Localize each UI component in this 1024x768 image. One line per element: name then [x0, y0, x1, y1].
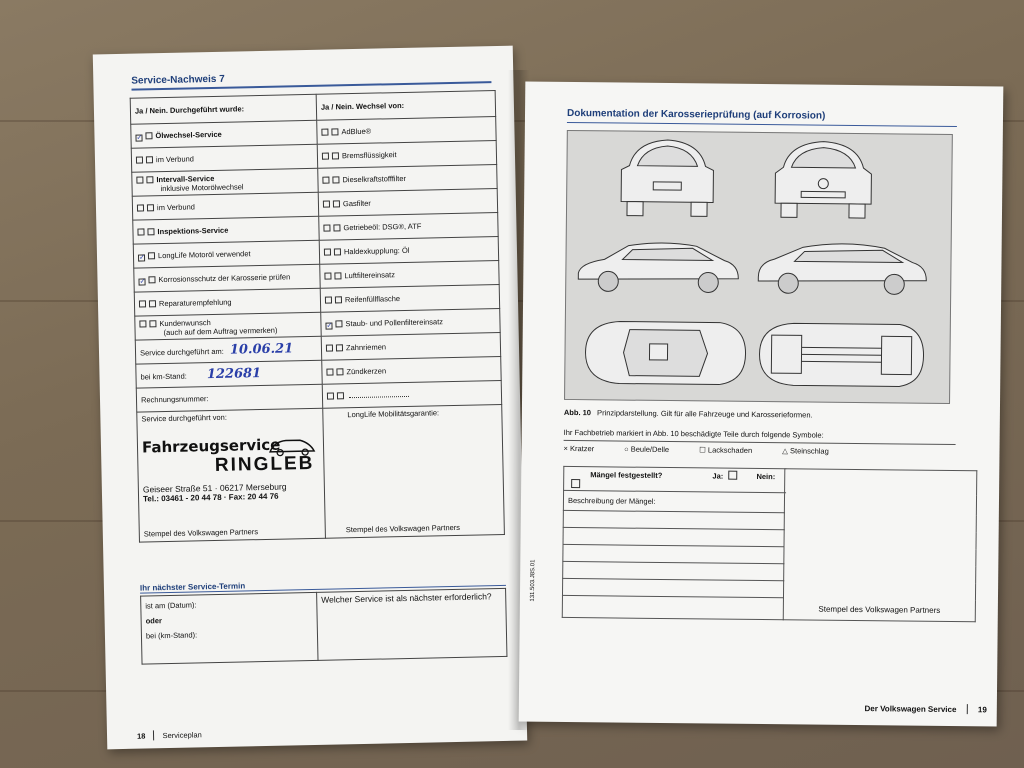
- symbol-scratch: × Kratzer: [563, 443, 595, 454]
- row-label: Dieselkraftstofffilter: [342, 173, 407, 185]
- longlife-label: LongLife Mobilitätsgarantie:: [347, 408, 440, 420]
- car-side-left-icon: [574, 235, 743, 297]
- symbols-section: [563, 428, 955, 457]
- ja-checkbox[interactable]: [728, 470, 737, 479]
- maengel-table: [562, 466, 978, 622]
- page-number: 18: [136, 731, 146, 741]
- row-label: Kundenwunsch: [159, 317, 211, 328]
- row-label: Haldexkupplung: Öl: [343, 245, 410, 257]
- car-underbody-icon: [753, 319, 930, 391]
- left-footer: [137, 729, 202, 740]
- nein-checkbox[interactable]: [332, 152, 339, 159]
- nein-checkbox[interactable]: [145, 132, 152, 139]
- nein-checkbox[interactable]: [334, 272, 341, 279]
- nein-checkbox[interactable]: [149, 320, 156, 327]
- nein-checkbox[interactable]: [335, 320, 342, 327]
- symbols-list: [563, 440, 955, 457]
- ja-checkbox[interactable]: [324, 273, 331, 280]
- row-label: Getriebeöl: DSG®, ATF: [343, 221, 422, 233]
- stamp-address: Geiseer Straße 51 · 06217 Merseburg: [142, 481, 287, 495]
- stempel-vw-left: Stempel des Volkswagen Partners: [143, 527, 259, 539]
- right-title-rule: [567, 122, 957, 127]
- figure-label: Abb. 10: [563, 407, 592, 418]
- nein-checkbox[interactable]: [147, 228, 154, 235]
- nein-checkbox[interactable]: [148, 276, 155, 283]
- next-date-cell: [141, 592, 318, 664]
- beschreibung-label: Beschreibung der Mängel:: [563, 490, 784, 512]
- right-page: [519, 82, 1004, 727]
- stamp-name1: Fahrzeugservice: [141, 435, 281, 457]
- footer-label: Serviceplan: [162, 730, 202, 741]
- next-oder-label: oder: [145, 616, 163, 626]
- next-ist-label: ist am (Datum):: [145, 600, 197, 611]
- row-label: Reparaturempfehlung: [158, 297, 232, 309]
- row-label: Ölwechsel-Service: [155, 129, 222, 140]
- next-service-section: [140, 576, 508, 665]
- dealer-stamp: [142, 435, 321, 504]
- row-label: Luftfiltereinsatz: [344, 270, 395, 281]
- longlife-cell: [323, 404, 505, 538]
- nein-label: Nein:: [756, 471, 776, 481]
- ja-checkbox[interactable]: [136, 156, 143, 163]
- ja-checkbox[interactable]: [322, 153, 329, 160]
- checkbox[interactable]: [327, 392, 334, 399]
- nein-checkbox[interactable]: [334, 248, 341, 255]
- row-label: Reifenfüllflasche: [344, 294, 401, 305]
- durchgefuehrt-cell: [137, 408, 326, 542]
- ja-checkbox[interactable]: [323, 201, 330, 208]
- next-km-label: bei (km-Stand):: [145, 630, 198, 641]
- nein-checkbox[interactable]: [149, 300, 156, 307]
- row-label: Zahnriemen: [345, 342, 387, 353]
- ja-checkbox[interactable]: ✓: [326, 322, 333, 330]
- checkbox[interactable]: [326, 345, 333, 352]
- nein-checkbox[interactable]: [146, 156, 153, 163]
- nein-checkbox[interactable]: [335, 296, 342, 303]
- ja-checkbox[interactable]: [136, 176, 143, 183]
- side-code: 131.503.J8S.01: [529, 559, 537, 602]
- figure-caption-text: Prinzipdarstellung. Gilt für alle Fahrzeuge und Karosserieformen.: [597, 408, 813, 420]
- km-value: 122681: [206, 366, 262, 383]
- ja-checkbox[interactable]: ✓: [139, 277, 146, 286]
- col-right-header: Ja / Nein. Wechsel von:: [316, 91, 496, 121]
- ja-checkbox[interactable]: [324, 249, 331, 256]
- row-label: im Verbund: [156, 202, 196, 213]
- car-rear-view-icon: [615, 135, 720, 220]
- ja-checkbox[interactable]: [139, 320, 146, 327]
- left-page: [93, 46, 527, 750]
- stempel-vw-right: Stempel des Volkswagen Partners: [345, 522, 461, 535]
- maengel-question-row: [564, 466, 785, 492]
- blank-line: [349, 396, 409, 398]
- row-label: Bremsflüssigkeit: [341, 150, 397, 161]
- symbol-stone: △ Steinschlag: [782, 446, 829, 456]
- ja-checkbox[interactable]: ✓: [138, 253, 145, 262]
- footer-divider: [967, 704, 968, 714]
- durch-label: Service durchgeführt von:: [141, 412, 227, 424]
- col-left-header: Ja / Nein. Durchgeführt wurde:: [130, 94, 317, 124]
- row-label: AdBlue®: [341, 126, 372, 137]
- maengel-question: Mängel festgestellt?: [590, 469, 663, 480]
- next-service-table: [140, 588, 507, 665]
- page-title: Service-Nachweis 7: [131, 73, 225, 87]
- symbol-dent: ○ Beule/Delle: [624, 444, 670, 455]
- nein-checkbox[interactable]: [331, 128, 338, 135]
- stempel-cell: [783, 469, 977, 622]
- checkbox[interactable]: [336, 344, 343, 351]
- nein-checkbox[interactable]: [333, 200, 340, 207]
- ja-checkbox[interactable]: ✓: [136, 133, 143, 142]
- nein-checkbox[interactable]: [146, 176, 153, 183]
- row-label: Inspektions-Service: [157, 225, 229, 237]
- right-page-number: 19: [977, 705, 987, 715]
- ja-checkbox[interactable]: [137, 228, 144, 235]
- ja-checkbox[interactable]: [325, 297, 332, 304]
- right-title: Dokumentation der Karosserieprüfung (auf Korrosion): [566, 107, 826, 122]
- right-footer: [864, 703, 986, 714]
- nein-checkbox[interactable]: [333, 224, 340, 231]
- row-label: Intervall-Service: [156, 173, 215, 184]
- stamp-phone: Tel.: 03461 - 20 44 78 · Fax: 20 44 76: [142, 491, 279, 504]
- service-date-label: Service durchgeführt am:: [139, 346, 224, 358]
- figure-caption: [564, 408, 813, 420]
- symbol-paint: ☐ Lackschaden: [699, 445, 753, 455]
- next-question: Welcher Service ist als nächster erforderlich?: [317, 588, 507, 660]
- service-table: [130, 90, 505, 543]
- km-label: bei km-Stand:: [140, 371, 187, 382]
- row-label: Zündkerzen: [346, 366, 387, 377]
- car-side-right-icon: [754, 237, 931, 299]
- ja-label: Ja:: [712, 470, 724, 481]
- car-diagram: [564, 130, 953, 404]
- ja-checkbox[interactable]: [321, 129, 328, 136]
- stamp-name2: RINGLEB: [214, 452, 315, 477]
- row-label: Gasfilter: [342, 198, 371, 209]
- car-logo-icon: [268, 435, 316, 458]
- row-label: Korrosionsschutz der Karosserie prüfen: [158, 271, 291, 284]
- row-label: LongLife Motoröl verwendet: [157, 248, 251, 260]
- car-top-view-icon: [579, 317, 750, 389]
- nein-checkbox[interactable]: [147, 204, 154, 211]
- checkbox[interactable]: [336, 368, 343, 375]
- ja-checkbox[interactable]: [139, 300, 146, 307]
- stempel-label: Stempel des Volkswagen Partners: [818, 604, 941, 615]
- car-front-view-icon: [767, 137, 880, 222]
- row-label: Staub- und Pollenfiltereinsatz: [345, 316, 444, 328]
- checkbox[interactable]: [337, 392, 344, 399]
- nein-checkbox[interactable]: [571, 479, 580, 488]
- footer-text: Der Volkswagen Service: [864, 704, 957, 715]
- checkbox[interactable]: [326, 369, 333, 376]
- row-label: im Verbund: [155, 154, 195, 165]
- service-date-value: 10.06.21: [229, 341, 294, 358]
- nein-checkbox[interactable]: [148, 252, 155, 259]
- row-sublabel: inklusive Motorölwechsel: [160, 181, 244, 193]
- nein-checkbox[interactable]: [332, 176, 339, 183]
- next-service-title: Ihr nächster Service-Termin: [139, 581, 246, 593]
- symbols-intro: Ihr Fachbetrieb markiert in Abb. 10 beschädigte Teile durch folgende Symbole:: [563, 427, 824, 440]
- row-sublabel: (auch auf dem Auftrag vermerken): [163, 325, 278, 337]
- ja-checkbox[interactable]: [322, 177, 329, 184]
- ja-checkbox[interactable]: [323, 225, 330, 232]
- maengel-line[interactable]: [562, 595, 783, 619]
- ja-checkbox[interactable]: [137, 204, 144, 211]
- rechnung-label: Rechnungsnummer:: [136, 384, 322, 412]
- footer-divider: [153, 730, 154, 740]
